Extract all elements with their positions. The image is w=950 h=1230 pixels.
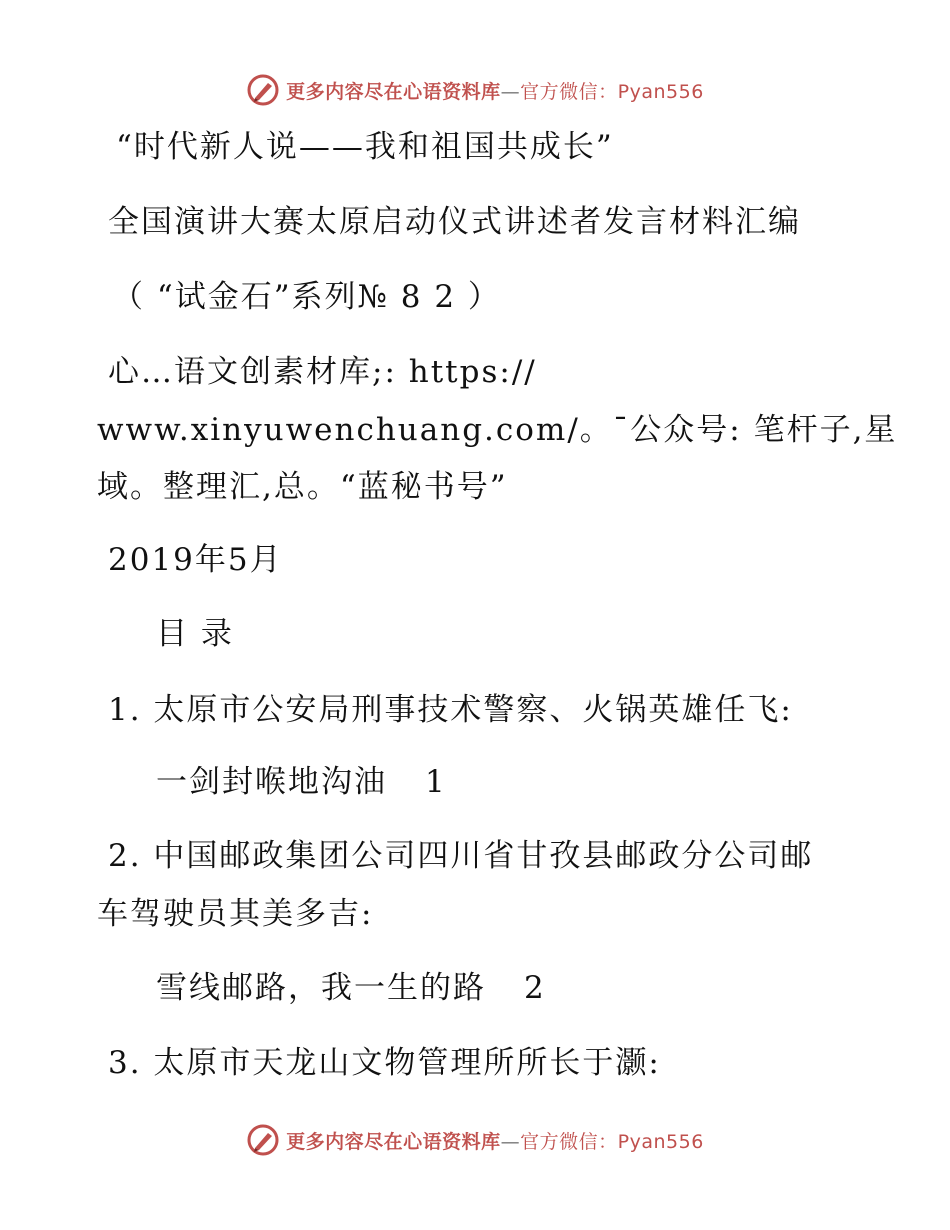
toc-item-1-title-row <box>156 762 447 802</box>
toc-item-1-title: 一剑封喉地沟油 <box>156 764 387 800</box>
toc-item-2-heading-line-1: 2. 中国邮政集团公司四川省甘孜县邮政分公司邮 <box>108 838 814 874</box>
watermark-brand: 更多内容尽在心语资料库 <box>286 80 501 103</box>
document-title-line-2: 全国演讲大赛太原启动仪式讲述者发言材料汇编 <box>108 204 801 240</box>
toc-item-2-title: 雪线邮路，我一生的路 <box>156 970 486 1006</box>
toc-heading: 目 录 <box>156 616 234 652</box>
header-watermark-banner <box>0 70 950 110</box>
pen-logo-icon <box>246 1123 280 1157</box>
footer-watermark-banner <box>0 1120 950 1160</box>
document-date: 2019年5月 <box>108 542 283 578</box>
watermark-wechat: 官方微信：Pyan556 <box>520 1130 704 1153</box>
document-title-line-3: （ “试金石”系列№ 8 2 ） <box>112 279 501 315</box>
watermark-brand: 更多内容尽在心语资料库 <box>286 1130 501 1153</box>
toc-item-2-page: 2 <box>524 970 546 1006</box>
watermark-text <box>286 1127 704 1154</box>
toc-item-1-page: 1 <box>425 764 447 800</box>
toc-item-3-heading: 3. 太原市天龙山文物管理所所长于灏: <box>108 1045 661 1081</box>
source-line-3: 域。整理汇,总。“蓝秘书号” <box>97 469 508 505</box>
toc-item-1-heading: 1. 太原市公安局刑事技术警察、火锅英雄任飞: <box>108 692 793 728</box>
watermark-text <box>286 77 704 104</box>
toc-item-2-heading-line-2: 车驾驶员其美多吉: <box>97 896 374 932</box>
source-line-2: www.xinyuwenchuang.com/。¯公众号: 笔杆子,星 <box>97 412 898 448</box>
source-line-1: 心…语文创素材库;: https:// <box>108 354 537 390</box>
watermark-wechat: 官方微信：Pyan556 <box>520 80 704 103</box>
watermark-separator: — <box>500 80 521 103</box>
toc-item-2-title-row <box>156 968 546 1008</box>
document-title-line-1: “时代新人说——我和祖国共成长” <box>116 129 614 165</box>
pen-logo-icon <box>246 73 280 107</box>
watermark-separator: — <box>500 1130 521 1153</box>
